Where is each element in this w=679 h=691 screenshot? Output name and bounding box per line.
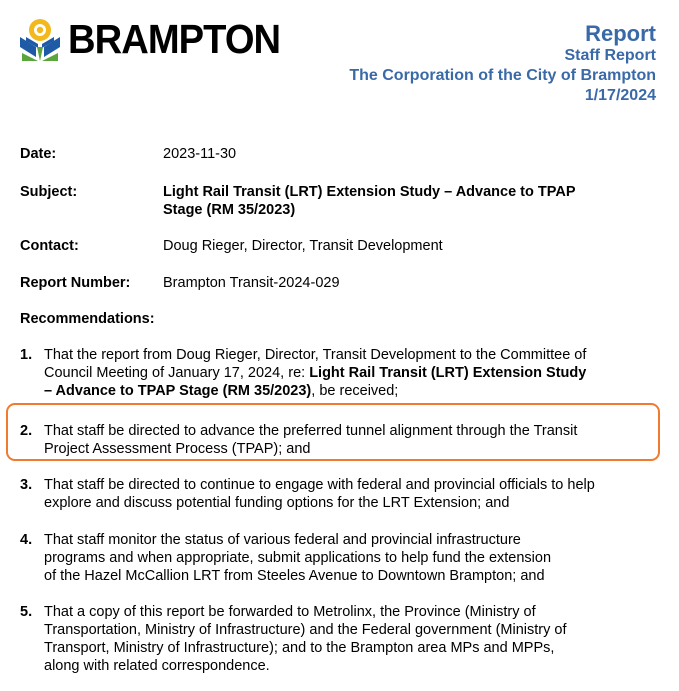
rec4-line2: programs and when appropriate, submit applications to help fund the extension: [44, 550, 552, 566]
logo-wordmark: BRAMPTON: [68, 15, 281, 62]
rec3-line1: That staff be directed to continue to engage with federal and provincial officials to help: [44, 477, 595, 493]
rec1-line2-bold: Light Rail Transit (LRT) Extension Study: [309, 365, 587, 381]
rec4-line1: That staff monitor the status of various federal and provincial infrastructure: [44, 532, 521, 548]
subject-label: Subject:: [20, 184, 78, 200]
report-number-value: Brampton Transit-2024-029: [163, 275, 340, 291]
recommendation-text: [44, 422, 649, 458]
brampton-logo: [18, 17, 296, 61]
rec2-line2: Project Assessment Process (TPAP); and: [44, 441, 311, 457]
rec4-line3: of the Hazel McCallion LRT from Steeles Avenue to Downtown Brampton; and: [44, 568, 545, 584]
recommendation-text: [44, 346, 649, 400]
rec2-line1: That staff be directed to advance the preferred tunnel alignment through the Transit: [44, 423, 578, 439]
recommendation-text: [44, 476, 649, 512]
recommendation-number: 4.: [20, 532, 33, 548]
subject-value: [163, 183, 653, 219]
recommendation-number: 1.: [20, 347, 33, 363]
recommendation-text: [44, 603, 649, 675]
rec5-line2: Transportation, Ministry of Infrastructure) and the Federal government (Ministry of: [44, 622, 567, 638]
recommendation-number: 3.: [20, 477, 33, 493]
report-title: Report: [585, 21, 656, 46]
subject-line-1: Light Rail Transit (LRT) Extension Study – Advance to TPAP: [163, 184, 576, 200]
rec1-line3-bold: – Advance to TPAP Stage (RM 35/2023): [44, 383, 312, 399]
contact-value: Doug Rieger, Director, Transit Development: [163, 238, 443, 254]
rec1-line1: That the report from Doug Rieger, Director, Transit Development to the Committee of: [44, 347, 587, 363]
report-subtitle: Staff Report: [564, 47, 656, 64]
recommendation-number: 5.: [20, 604, 33, 620]
date-value: 2023-11-30: [163, 146, 237, 162]
rec3-line2: explore and discuss potential funding options for the LRT Extension; and: [44, 495, 510, 511]
rec5-line4: along with related correspondence.: [44, 658, 270, 674]
recommendations-heading: Recommendations:: [20, 311, 155, 327]
report-number-label: Report Number:: [20, 275, 131, 291]
recommendation-number: 2.: [20, 423, 33, 439]
rec5-line3: Transport, Ministry of Infrastructure); and to the Brampton area MPs and MPPs,: [44, 640, 555, 656]
rec1-line2: Council Meeting of January 17, 2024, re:: [44, 365, 310, 381]
report-organization: The Corporation of the City of Brampton: [349, 67, 656, 84]
subject-line-2: Stage (RM 35/2023): [163, 202, 296, 218]
recommendation-text: [44, 531, 649, 585]
rec1-line3: , be received;: [311, 383, 399, 399]
rec5-line1: That a copy of this report be forwarded to Metrolinx, the Province (Ministry of: [44, 604, 536, 620]
brampton-flower-logo-icon: [18, 17, 62, 61]
contact-label: Contact:: [20, 238, 79, 254]
report-date: 1/17/2024: [584, 87, 656, 104]
report-header: [349, 21, 656, 106]
date-label: Date:: [20, 146, 57, 162]
